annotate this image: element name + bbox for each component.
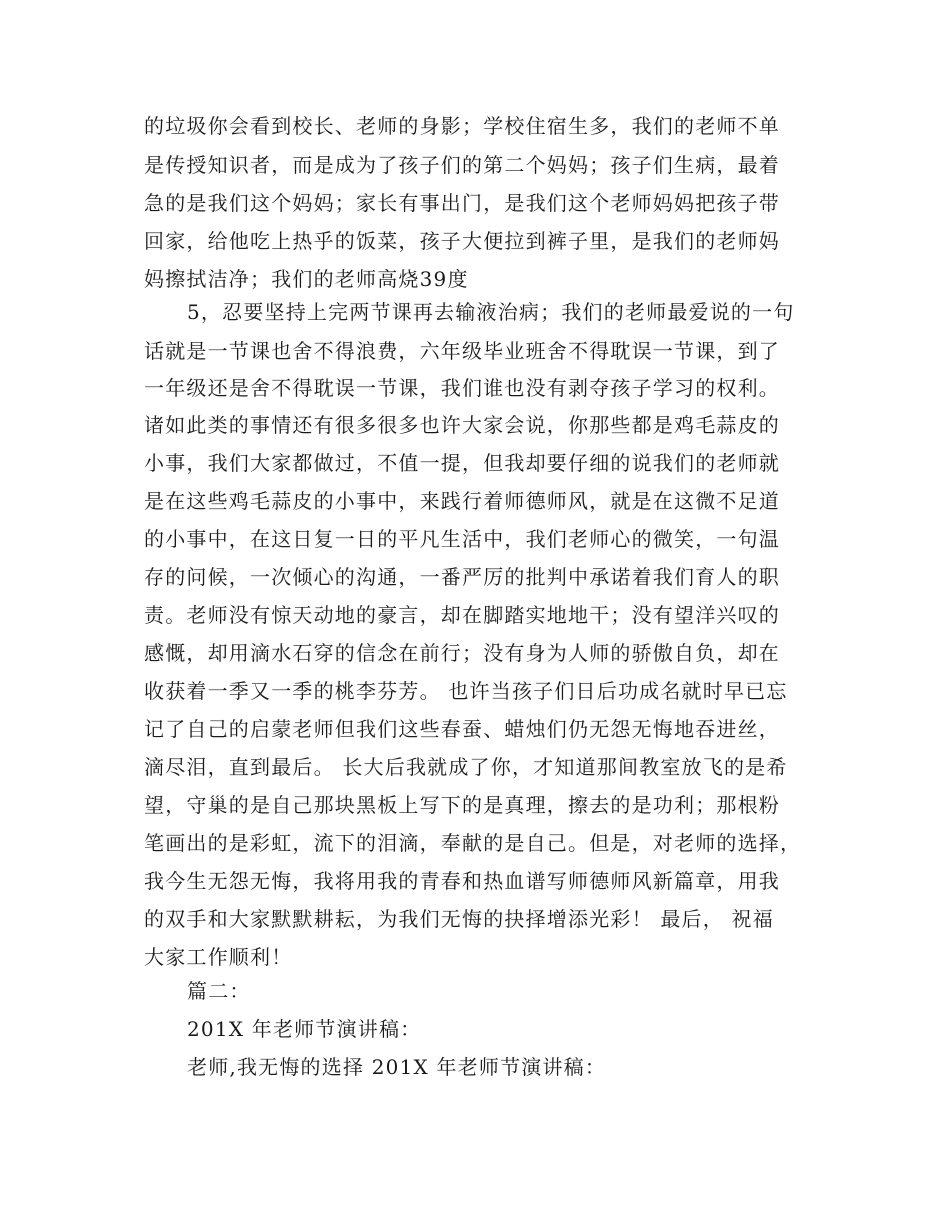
text-line: 滴尽泪，直到最后。 长大后我就成了你，才知道那间教室放飞的是希 xyxy=(144,755,788,779)
text-line: 急的是我们这个妈妈；家长有事出门，是我们这个老师妈妈把孩子带 xyxy=(144,191,780,215)
text-line: 是在这些鸡毛蒜皮的小事中，来践行着师德师风，就是在这微不足道 xyxy=(144,489,780,513)
text-line: 我今生无怨无悔，我将用我的青春和热血谱写师德师风新篇章，用我 xyxy=(144,869,780,893)
text-line: 妈擦拭洁净；我们的老师高烧39度 xyxy=(144,267,469,291)
text-line: 收获着一季又一季的桃李芬芳。 也许当孩子们日后功成名就时早已忘 xyxy=(144,679,788,703)
speech-subtitle: 老师,我无悔的选择 201X 年老师节演讲稿： xyxy=(187,1055,607,1079)
text-line: 大家工作顺利！ xyxy=(144,945,293,969)
paragraph-first-line: 5，忍要坚持上完两节课再去输液治病；我们的老师最爱说的一句 xyxy=(187,300,795,324)
text-line: 的小事中，在这日复一日的平凡生活中，我们老师心的微笑，一句温 xyxy=(144,527,780,551)
text-line: 话就是一节课也舍不得浪费，六年级毕业班舍不得耽误一节课，到了 xyxy=(144,339,780,363)
text-line: 小事，我们大家都做过，不值一提，但我却要仔细的说我们的老师就 xyxy=(144,451,780,475)
text-line: 存的问候，一次倾心的沟通，一番严厉的批判中承诺着我们育人的职 xyxy=(144,565,780,589)
text-line: 一年级还是舍不得耽误一节课，我们谁也没有剥夺孩子学习的权利。 xyxy=(144,376,780,400)
text-line: 记了自己的启蒙老师但我们这些春蚕、蜡烛们仍无怨无悔地吞进丝， xyxy=(144,717,780,741)
speech-title: 201X 年老师节演讲稿： xyxy=(187,1017,422,1041)
text-line: 笔画出的是彩虹，流下的泪滴，奉献的是自己。但是，对老师的选择， xyxy=(144,831,802,855)
text-line: 的垃圾你会看到校长、老师的身影；学校住宿生多，我们的老师不单 xyxy=(144,114,780,138)
text-line: 感慨，却用滴水石穿的信念在前行；没有身为人师的骄傲自负，却在 xyxy=(144,641,780,665)
text-line: 望，守巢的是自己那块黑板上写下的是真理，擦去的是功利；那根粉 xyxy=(144,793,780,817)
text-line: 诸如此类的事情还有很多很多也许大家会说，你那些都是鸡毛蒜皮的 xyxy=(144,413,780,437)
text-line: 的双手和大家默默耕耘，为我们无悔的抉择增添光彩！ 最后， 祝福 xyxy=(144,907,774,931)
text-line: 责。老师没有惊天动地的豪言，却在脚踏实地地干；没有望洋兴叹的 xyxy=(144,603,780,627)
section-heading: 篇二： xyxy=(187,979,251,1003)
text-line: 回家，给他吃上热乎的饭菜，孩子大便拉到裤子里，是我们的老师妈 xyxy=(144,229,780,253)
text-line: 是传授知识者，而是成为了孩子们的第二个妈妈；孩子们生病，最着 xyxy=(144,153,780,177)
